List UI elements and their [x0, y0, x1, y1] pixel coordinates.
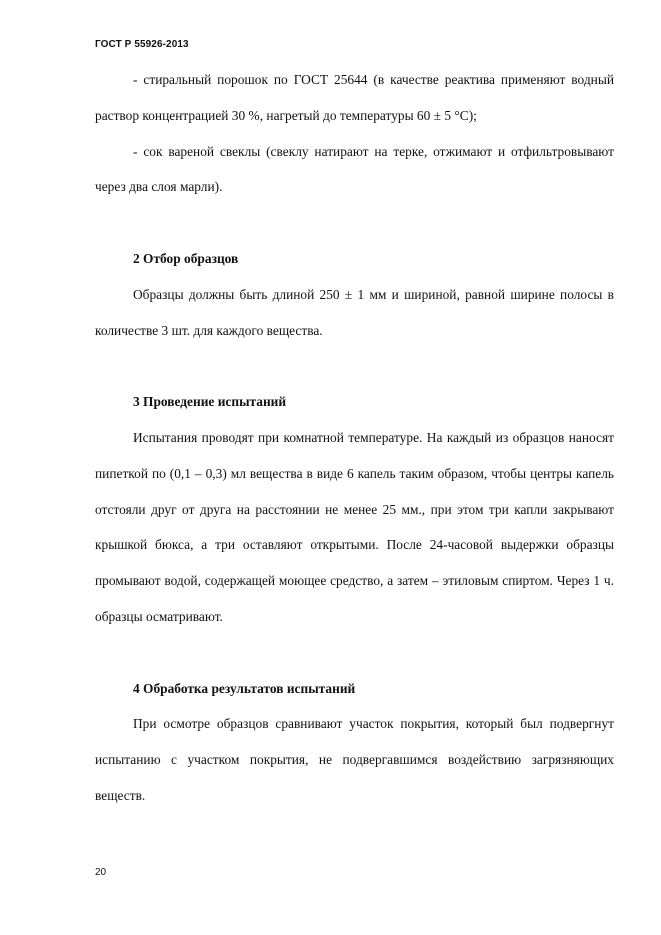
list-item: - сок вареной свеклы (свеклу натирают на терке, отжимают и отфильтровывают через два слоя марли). [95, 143, 614, 195]
page-number: 20 [95, 867, 107, 878]
section-paragraph: Образцы должны быть длиной 250 ± 1 мм и шириной, равной ширине полосы в количестве 3 шт. для каждого вещества. [95, 286, 614, 338]
section-heading: 2 Отбор образцов [133, 250, 239, 266]
document-header: ГОСТ Р 55926-2013 [95, 39, 189, 50]
section-paragraph: Испытания проводят при комнатной температуре. На каждый из образцов наносят пипеткой по (0,1 – 0,3) мл вещества в виде 6 капель таким образом, чтобы центры капель отстояли друг от друга на расстоянии не менее 25 мм., при этом три капли закрывают крышкой бюкса, а три оставляют открытыми. После 24-часовой выдержки образцы промывают водой, содержащей моющее средство, а затем – этиловым спиртом. Через 1 ч. образцы осматривают. [95, 429, 614, 624]
section-spacer [95, 635, 614, 671]
document-body [95, 62, 614, 814]
section-heading: 3 Проведение испытаний [133, 394, 287, 410]
section-spacer [95, 348, 614, 384]
list-item: - стиральный порошок по ГОСТ 25644 (в качестве реактива применяют водный раствор концентрацией 30 %, нагретый до температуры 60 ± 5 °С); [95, 72, 614, 123]
section-paragraph: При осмотре образцов сравнивают участок покрытия, который был подвергнут испытанию с участком покрытия, не подвергавшимся воздействию загрязняющих веществ. [95, 716, 614, 803]
section-spacer [95, 205, 614, 241]
section-heading: 4 Обработка результатов испытаний [133, 680, 356, 696]
